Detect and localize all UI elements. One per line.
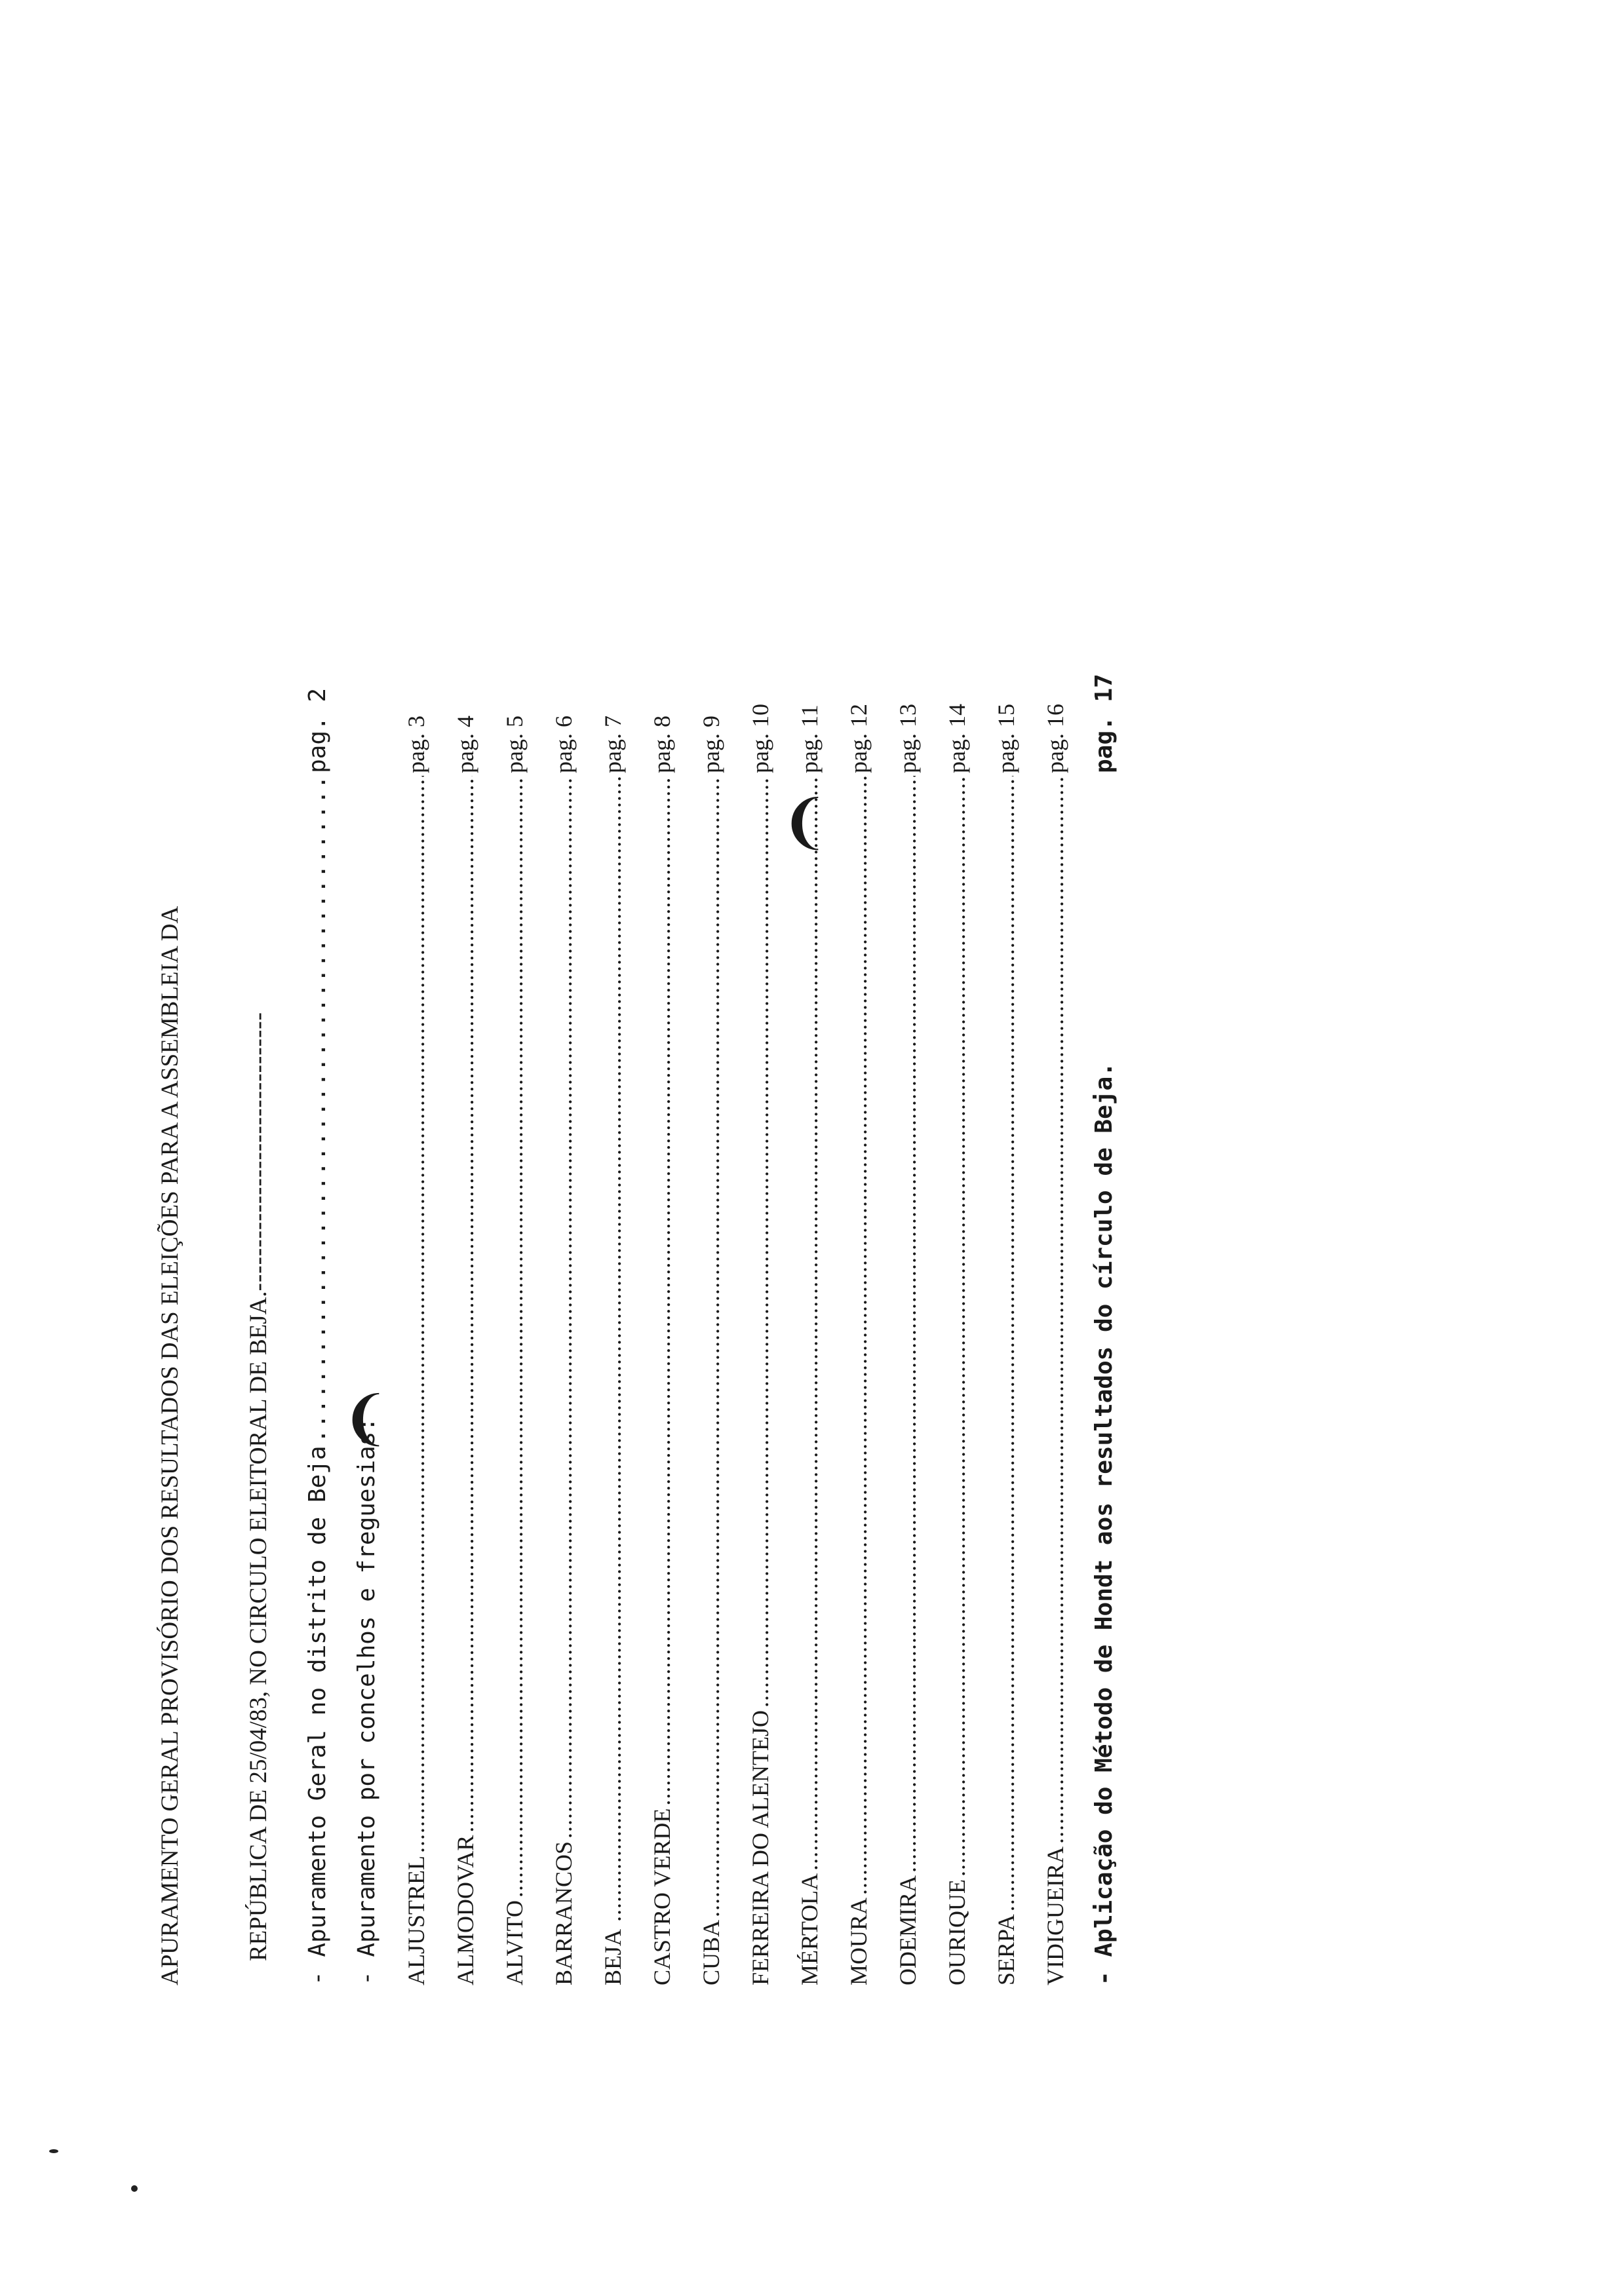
toc-entry-page: pag. 7 <box>600 716 626 773</box>
dot-leader <box>790 776 829 1871</box>
toc-entry-label: VIDIGUEIRA <box>1042 1846 1068 1985</box>
header-dashes: -------------------------------- <box>245 1012 272 1292</box>
dot-leader <box>888 776 927 1873</box>
toc-entry-almodovar <box>446 668 485 1985</box>
header-line-2-text: REPÚBLICA DE 25/04/83, NO CIRCULO ELEITORAL DE BEJA. <box>245 1291 272 1961</box>
punch-mark-bottom: ❨ <box>341 1384 391 1453</box>
toc-entry-label: - Aplicação do Método de Hondt aos resultados do círculo de Beja. <box>1091 1062 1118 1985</box>
dot-leader <box>986 776 1026 1911</box>
toc-entry-aljustrel <box>397 668 436 1985</box>
toc-entry-page: pag. 16 <box>1042 704 1068 773</box>
toc-entry-page: pag. 12 <box>846 704 872 773</box>
toc-entry-alvito <box>495 668 534 1985</box>
toc-entry-ourique <box>937 668 977 1985</box>
toc-entry-ferreira-do-alentejo <box>741 668 780 1985</box>
toc-entry-label: ALVITO <box>501 1900 528 1985</box>
toc-entry-label: CASTRO VERDE <box>649 1808 675 1985</box>
dot-leader <box>446 776 485 1833</box>
dot-leader <box>642 776 682 1806</box>
toc-entry-label: SERPA <box>993 1914 1019 1985</box>
toc-entry-label: FERREIRA DO ALENTEJO <box>747 1710 773 1985</box>
toc-entry-serpa <box>986 668 1026 1985</box>
header-line-2 <box>200 1012 272 1985</box>
dot-leader <box>298 776 338 1443</box>
toc-entry-label: MOURA <box>846 1897 872 1985</box>
toc-entry-label: - Apuramento Geral no distrito de Beja <box>304 1445 331 1985</box>
dot-leader <box>839 776 878 1895</box>
toc-entry-page: pag. 10 <box>747 704 773 773</box>
header-line-1: APURAMENTO GERAL PROVISÓRIO DOS RESULTADOS DAS ELEIÇÕES PARA A ASSEMBLEIA DA <box>157 906 184 1985</box>
toc-entry-mertola <box>790 668 829 1985</box>
toc-entry-moura <box>839 668 878 1985</box>
toc-entry-concelhos <box>347 668 387 1985</box>
toc-entry-odemira <box>888 668 927 1985</box>
toc-entry-page: pag. 6 <box>551 716 577 773</box>
dot-leader <box>397 776 436 1853</box>
toc-entry-page: pag. 14 <box>944 704 970 773</box>
document-page <box>151 609 1134 1985</box>
toc-entry-label: CUBA <box>698 1919 724 1985</box>
toc-entry-page: pag. 9 <box>698 716 724 773</box>
toc-entry-cuba <box>691 668 731 1985</box>
toc-entry-label: ODEMIRA <box>895 1875 921 1985</box>
dot-leader <box>691 776 731 1917</box>
dot-leader <box>937 776 977 1877</box>
toc-entry-label: MÉRTOLA <box>796 1873 823 1985</box>
toc-entry-geral <box>298 668 338 1985</box>
toc-entry-label: BARRANCOS <box>551 1841 577 1985</box>
dot-leader <box>1036 776 1075 1844</box>
toc-entry-label: BEJA <box>600 1924 626 1985</box>
toc-entry-page: pag. 4 <box>452 716 478 773</box>
punch-mark-top: ❨ <box>780 788 830 856</box>
dot-leader <box>544 776 583 1839</box>
toc-entry-page: pag. 8 <box>649 716 675 773</box>
scan-speck <box>49 2149 58 2153</box>
toc-entry-page: pag. 3 <box>403 716 429 773</box>
toc-entry-label: ALJUSTREL <box>403 1856 429 1985</box>
toc-entry-beja <box>593 668 632 1985</box>
toc-entry-hondt <box>1085 668 1124 1985</box>
toc-entry-page: pag. 11 <box>796 704 823 773</box>
toc-entry-label: ALMODOVAR <box>452 1835 478 1985</box>
toc-entry-page: pag. 13 <box>895 704 921 773</box>
toc-entry-label: - Apuramento por concelhos e freguesias: <box>353 1417 380 1985</box>
toc-entry-page: pag. 17 <box>1091 674 1118 773</box>
toc-entry-castro-verde <box>642 668 682 1985</box>
toc-entry-barrancos <box>544 668 583 1985</box>
toc-entry-page: pag. 15 <box>993 704 1019 773</box>
toc-entry-vidigueira <box>1036 668 1075 1985</box>
scan-speck <box>131 2185 138 2192</box>
dot-leader <box>593 776 632 1922</box>
dot-leader <box>741 776 780 1708</box>
dot-leader <box>495 776 534 1898</box>
toc-entry-label: OURIQUE <box>944 1879 970 1985</box>
toc-entry-page: pag. 2 <box>304 687 331 773</box>
toc-entry-page: pag. 5 <box>501 716 528 773</box>
